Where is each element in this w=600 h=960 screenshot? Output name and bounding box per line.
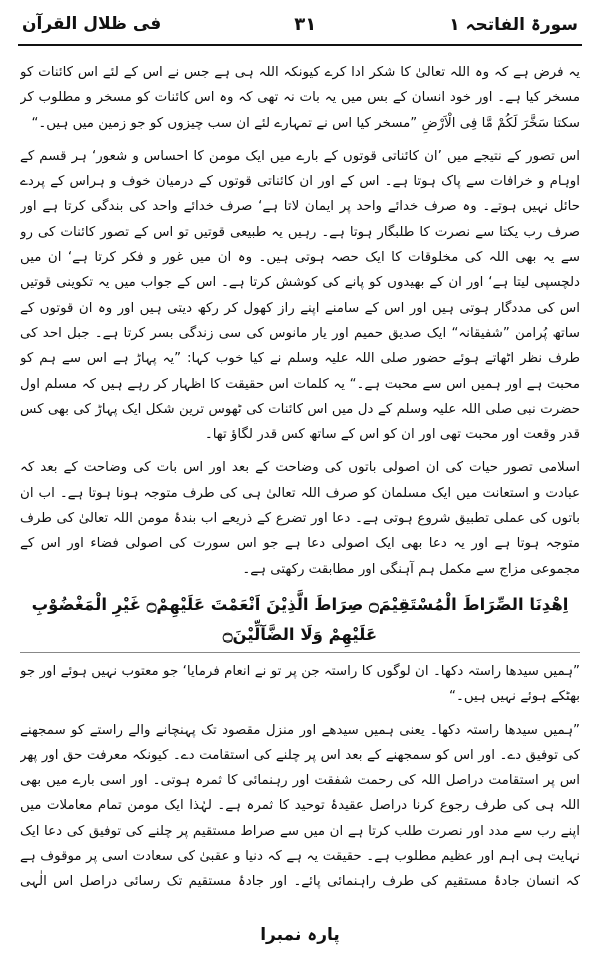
paragraph-3: اسلامی تصور حیات کی ان اصولی باتوں کی وضاحت کے بعد اور اس بات کی وضاحت کے بعد کہ عبادت و استعانت میں ایک مسلمان کو صرف اللہ تعالیٰ ہی کی طرف متوجہ ہونا ہوتا ہے۔ اب ان باتوں کی عملی تطبیق شروع ہوتی ہے۔ دعا اور تضرع کے ذریعے اب بندۂ مومن اللہ تعالیٰ کی طرف متوجہ ہوتا ہے اور یہ دعا بھی ایک اصولی دعا ہے جو اس سورت کی اصولی فضاء اور اس کے مجموعی مزاج سے مکمل ہم آہنگی اور مطابقت رکھتی ہے۔ bbox=[20, 460, 580, 577]
page-number: ۳۱ bbox=[294, 13, 317, 35]
quran-verse: اِھْدِنَا الصِّرَاطَ الْمُسْتَقِیْمَ۝ صِرَاطَ الَّذِیْنَ اَنْعَمْتَ عَلَیْھِمْ۝ غَیْرِ الْمَغْضُوْبِ عَلَیْھِمْ وَلَا الضَّآلِّیْنَ۝ bbox=[20, 590, 580, 653]
page-footer: پارہ نمبرا bbox=[260, 925, 340, 945]
page-header bbox=[22, 6, 578, 42]
body-text bbox=[20, 60, 580, 895]
surah-title: سورۃ الفاتحہ ۱ bbox=[449, 14, 578, 35]
book-title: فی ظلال القرآن bbox=[22, 14, 162, 34]
paragraph-4: ”ہمیں سیدھا راستہ دکھا۔ یعنی ہمیں سیدھے اور منزل مقصود تک پہنچانے والے راستے کو سمجھنے کی توفیق دے۔ اور اس کو سمجھنے کے بعد اس پر چلنے کی استقامت دے۔ کیونکہ معرفت حق اور پھر اس پر استقامت دراصل اللہ کی رحمت شفقت اور رہنمائی کا ثمرہ ہوتی۔ اور اسی بارے میں بھی اللہ ہی کی طرف رجوع کرنا دراصل عقیدۂ توحید کا ثمرہ ہے۔ لہٰذا ایک مومن تمام معاملات میں اپنے رب سے مدد اور نصرت طلب کرتا ہے ان میں سے صراط مستقیم پر چلنے کی توفیق کی دعا ایک نہایت ہی اہم اور عظیم مطلوب ہے۔ حقیقت یہ ہے کہ دنیا و عقبیٰ کی سعادت اسی پر موقوف ہے کہ انسان جادۂ مستقیم کی طرف راہنمائی پائے۔ اور جادۂ مستقیم تک رسائی دراصل اس الٰہی bbox=[20, 722, 580, 890]
verse-translation: ”ہمیں سیدھا راستہ دکھا۔ ان لوگوں کا راستہ جن پر تو نے انعام فرمایا‘ جو معتوب نہیں ہوئے اور جو بھٹکے ہوئے نہیں ہیں۔“ bbox=[20, 663, 580, 705]
paragraph-2: اس تصور کے نتیجے میں ’ان کائناتی قوتوں کے بارے میں ایک مومن کا احساس و شعور‘ ہر قسم کے اوہام و خرافات سے پاک ہوتا ہے۔ اس کے اور ان کائناتی قوتوں کے درمیان خوف و ہراس کے پردے حائل نہیں ہوتے۔ وہ صرف خدائے واحد پر ایمان لاتا ہے‘ صرف خدائے واحد کی بندگی کرتا ہے اور صرف رب یکتا سے نصرت کا طلبگار ہوتا ہے۔ رہیں یہ طبیعی قوتیں تو اس کے تصور کائنات کی رو سے یہ بھی اللہ کی مخلوقات کا ایک حصہ ہوتی ہیں۔ وہ ان میں غور و فکر کرتا ہے‘ ان میں دلچسپی لیتا ہے‘ اور ان کے بھیدوں کو پانے کی کوشش کرتا ہے۔ اس کے جواب میں یہ تکوینی قوتیں اس کی مددگار ہوتی ہیں اور اس کے سامنے اپنے راز کھول کر رکھ دیتی ہیں اور وہ ان قوتوں کے ساتھ پُرامن ”شفیقانہ“ ایک صدیق حمیم اور یار مانوس کی سی زندگی بسر کرتا ہے۔ جبل احد کی طرف نظر اٹھاتے ہوئے حضور صلی اللہ علیہ وسلم نے کیا خوب کہا: ”یہ پہاڑ ہے اس سے ہم کو محبت ہے اور ہمیں اس سے محبت ہے۔“ یہ کلمات اس حقیقت کا اظہار کر رہے ہیں کہ مسلم اول حضرت نبی صلی اللہ علیہ وسلم کے دل میں اس کائنات کی ٹھوس ترین شکل ایک پہاڑ کی بھی کس قدر وقعت اور محبت تھی اور ان کو اس کے ساتھ کس قدر لگاؤ تھا۔ bbox=[20, 148, 580, 443]
header-rule bbox=[18, 44, 582, 46]
paragraph-1: یہ فرض ہے کہ وہ اللہ تعالیٰ کا شکر ادا کرے کیونکہ اللہ ہی ہے جس نے اس کے لئے اس کائنات کو مسخر کیا ہے۔ اور خود انسان کے بس میں یہ بات نہ تھی کہ وہ اس کائنات کو مسخر و مطلوب کر سکتا سَخَّرَ لَکُمْ مَّا فِی الْاَرْضِ ”مسخر کیا اس نے تمہارے لئے ان سب چیزوں کو جو زمین میں ہیں۔“ bbox=[20, 65, 580, 131]
